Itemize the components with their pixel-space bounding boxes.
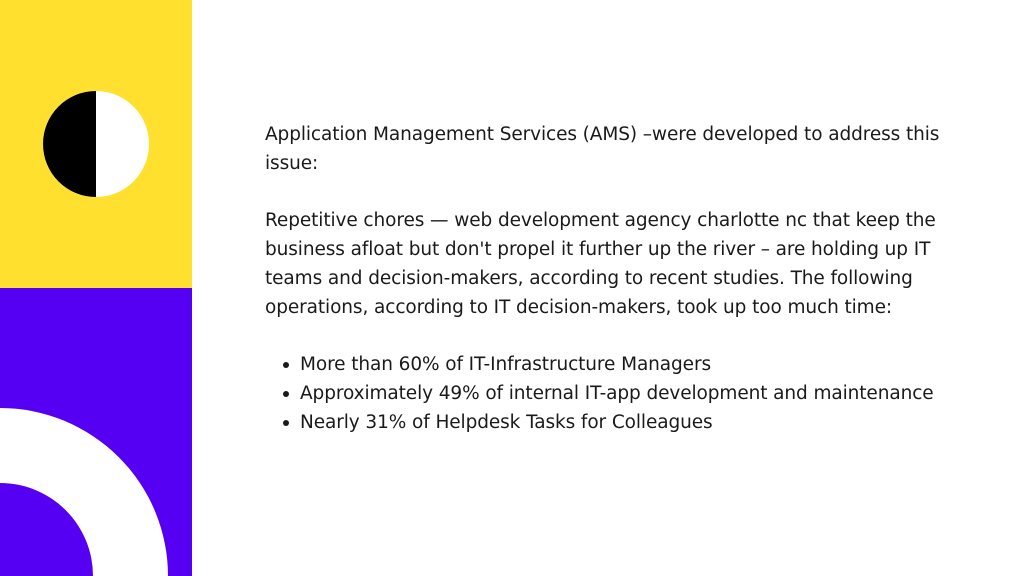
bullet-list — [265, 350, 985, 437]
bullet-icon — [283, 362, 289, 368]
list-item-text: More than 60% of IT-Infrastructure Managers — [300, 354, 712, 375]
body-paragraph: Repetitive chores — web development agency charlotte nc that keep the business afloat but don't propel it further up the river – are holding up IT teams and decision-makers, according to recent studies. The following operations, according to IT decision-makers, took up too much time: — [265, 210, 936, 318]
text-content — [265, 120, 985, 437]
list-item — [265, 408, 985, 437]
decorative-side-panel — [0, 0, 192, 576]
list-item — [265, 350, 985, 379]
yellow-block — [0, 0, 192, 288]
quarter-ring-icon — [0, 288, 192, 576]
list-item-text: Nearly 31% of Helpdesk Tasks for Colleagues — [300, 412, 713, 433]
list-item — [265, 379, 985, 408]
bullet-icon — [283, 420, 289, 426]
intro-paragraph: Application Management Services (AMS) –were developed to address this issue: — [265, 124, 940, 174]
bullet-icon — [283, 391, 289, 397]
half-filled-circle-icon — [43, 91, 149, 197]
list-item-text: Approximately 49% of internal IT-app development and maintenance — [300, 383, 934, 404]
purple-block — [0, 288, 192, 576]
